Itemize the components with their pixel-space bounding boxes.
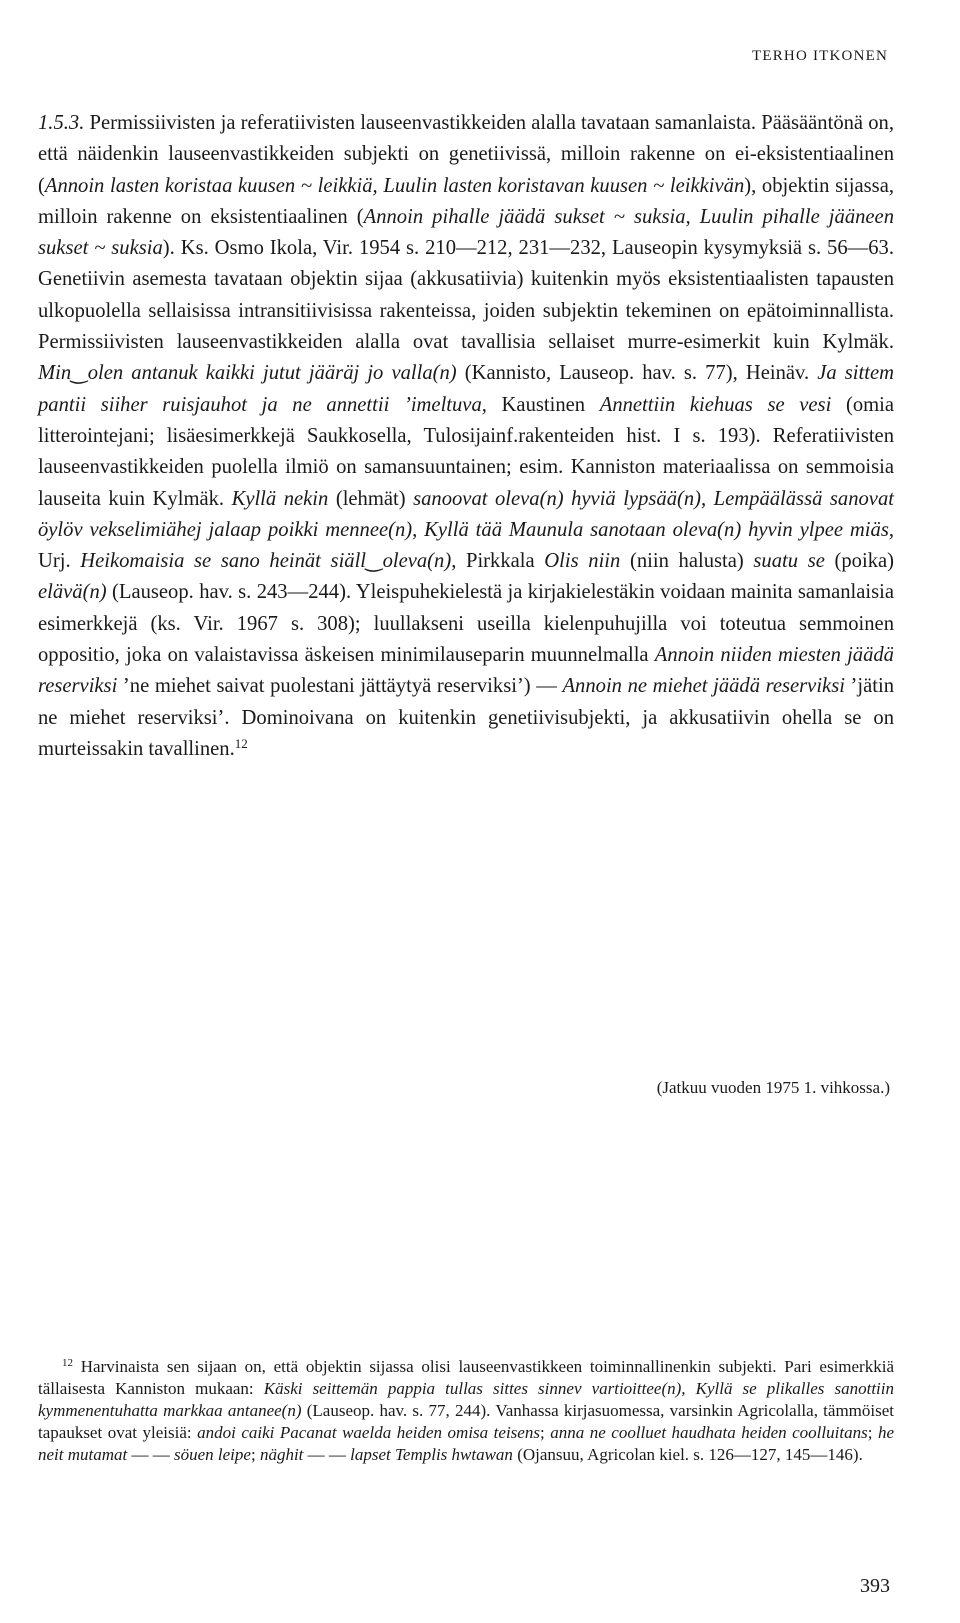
italic-example-text: sanoovat oleva(n) hyviä lypsää(n), Lempäälässä sanovat öylöv vekselimiähej jalaap poikki mennee(n), Kyllä tää Maunula sanotaan oleva(n) hyvin ylpee miäs [38,487,894,541]
italic-example-text: anna ne coolluet haudhata heiden coolluitans [550,1423,868,1442]
text-segment: (lehmät) [328,487,414,510]
text-segment: — — [303,1445,351,1464]
body-text [38,108,894,765]
text-segment: ’jätin ne miehet reserviksi’. Dominoivana on kuitenkin genetiivisubjekti, ja akkusatiivin ohella se on murteissakin tavallinen. [38,675,895,760]
footnote-number: 12 [62,1357,73,1369]
text-segment: , Pirkkala [451,550,545,573]
italic-example-text: 1.5.3. [38,112,85,134]
text-segment: Permissiivisten ja referatiivisten lauseenvastikkeiden alalla tavataan samanlaista. Pääsääntönä on, että näidenkin lauseenvastikkeiden subjekti on genetiivissä, milloin rakenne on ei-eksistentiaalinen ( [38,112,894,197]
italic-example-text: Annettiin kiehuas se vesi [599,393,832,416]
text-segment: (Lauseop. hav. s. 243—244). Yleispuhekielestä ja kirjakielestäkin voidaan mainita samanlaisia esimerkkejä (ks. Vir. 1967 s. 308); luullakseni useilla kielenpuhujilla voi toteutua semmoinen oppositio, joka on valaistavissa äskeisen minimilauseparin muunnelmalla [38,581,894,667]
italic-example-text: he neit mutamat [38,1423,894,1464]
italic-example-text: Annoin lasten koristaa kuusen ~ leikkiä, Luulin lasten koristavan kuusen ~ leikkivän [44,174,745,197]
text-segment: , Kaustinen [481,393,600,416]
italic-example-text: söuen leipe [174,1445,251,1464]
text-segment: ; [539,1423,551,1442]
running-head: TERHO ITKONEN [752,48,888,64]
text-segment: Harvinaista sen sijaan on, että objektin sijassa olisi lauseenvastikkeen toiminnallinenkin subjekti. Pari esimerkkiä tällaisesta Kanniston mukaan: [38,1357,894,1398]
italic-example-text: elävä(n) [38,581,107,604]
italic-example-text: Annoin ne miehet jäädä reserviksi [562,675,845,698]
italic-example-text: lapset Templis hwtawan [350,1445,513,1464]
footnote-reference: 12 [234,735,248,751]
italic-example-text: Olis niin [544,550,621,573]
italic-example-text: näghit [259,1445,304,1464]
text-segment: ), objektin sijassa, milloin rakenne on eksistentiaalinen ( [38,174,894,228]
text-segment: (omia litterointejani; lisäesimerkkejä Saukkosella, Tulosijainf.rakenteiden hist. I s. 193). Referatiivisten lauseenvastikkeiden puolella ilmiö on samansuuntainen; esim. Kanniston materiaalissa on semmoisia lauseita kuin Kylmäk. [38,393,894,510]
text-segment: (Kannisto, Lauseop. hav. s. 77), Heinäv. [456,362,818,385]
text-segment: ; [867,1423,878,1442]
italic-example-text: Annoin niiden miesten jäädä reserviksi [38,644,894,698]
text-segment: (Ojansuu, Agricolan kiel. s. 126—127, 145—146). [512,1445,863,1464]
text-segment: ’ne miehet saivat puolestani jättäytyä reserviksi’) — [117,675,563,698]
footnote-paragraph [38,1356,894,1466]
text-segment: (poika) [824,550,894,573]
text-segment: — — [127,1445,174,1464]
italic-example-text: Kyllä nekin [231,487,329,510]
body-paragraph [38,108,894,765]
footnote [38,1356,894,1466]
italic-example-text: Heikomaisia se sano heinät siäll‿oleva(n) [80,550,452,573]
text-segment: ). Ks. Osmo Ikola, Vir. 1954 s. 210—212, 231—232, Lauseopin kysymyksiä s. 56—63. Genetiivin asemesta tavataan objektin sijaa (akkusatiivia) kuitenkin myös eksistentiaalisten tapausten ulkopuolella sellaisissa intransitiivisissa rakenteissa, joiden subjektin tekeminen on epätoiminnallista. Permissiivisten lauseenvastikkeiden alalla ovat tavallisia sellaiset murre-esimerkit kuin Kylmäk. [38,237,894,354]
text-segment: (Lauseop. hav. s. 77, 244). Vanhassa kirjasuomessa, varsinkin Agricolalla, tämmöiset tapaukset ovat yleisiä: [38,1401,895,1442]
italic-example-text: Ja sittem pantii siiher ruisjauhot ja ne annettii ’imeltuva [38,362,894,416]
text-segment: , Urj. [38,518,894,573]
italic-example-text: andoi caiki Pacanat waelda heiden omisa teisens [197,1423,540,1442]
italic-example-text: Min‿olen antanuk kaikki jutut jääräj jo valla(n) [38,362,457,385]
italic-example-text: suatu se [753,550,825,573]
continued-note: (Jatkuu vuoden 1975 1. vihkossa.) [656,1078,890,1097]
text-segment: (niin halusta) [620,550,754,573]
text-segment: ; [250,1445,260,1464]
italic-example-text: Käski seittemän pappia tullas sittes sinnev vartioittee(n), Kyllä se plikalles sanottiin kymmenentuhatta markkaa antanee(n) [38,1379,894,1420]
page-number: 393 [860,1575,890,1597]
italic-example-text: Annoin pihalle jäädä sukset ~ suksia, Luulin pihalle jääneen sukset ~ suksia [38,205,894,260]
